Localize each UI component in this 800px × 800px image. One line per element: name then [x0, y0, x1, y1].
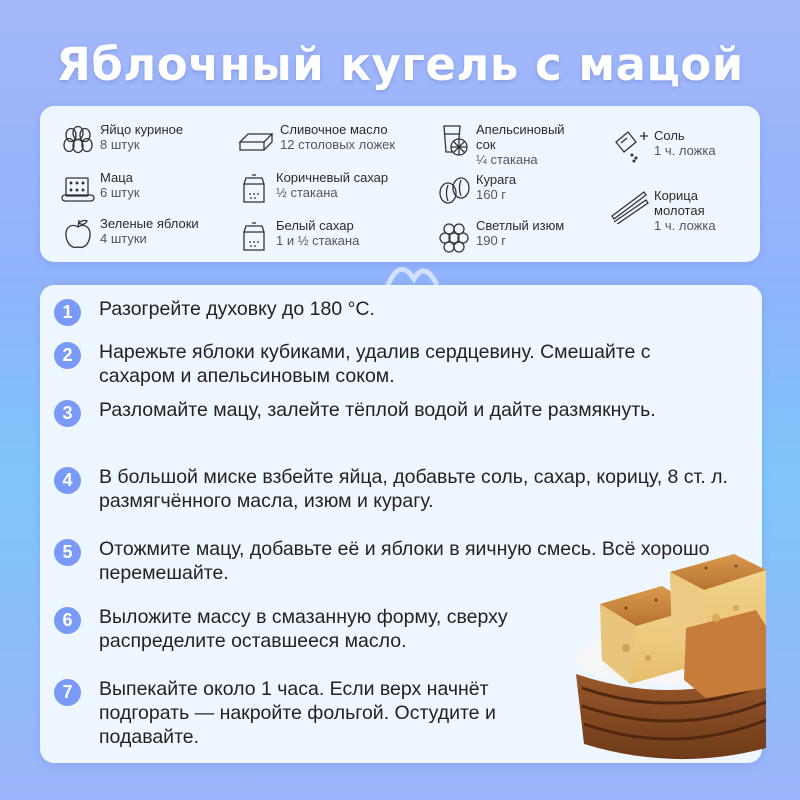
ingredient-amount: 12 столовых ложек [280, 137, 396, 152]
step-number-badge: 5 [54, 539, 81, 566]
ingredient-name: Маца [100, 170, 133, 185]
step-text: Выпекайте около 1 часа. Если верх начнёт подгорать — накройте фольгой. Остудите и подавайте. [99, 678, 496, 748]
step-number-badge: 2 [54, 342, 81, 369]
step-text: Разогрейте духовку до 180 °C. [99, 298, 375, 320]
ingredient-name: Светлый изюм [476, 218, 565, 233]
step-number-badge: 6 [54, 607, 81, 634]
sugar-bag-icon [236, 170, 272, 206]
ingredient-item [236, 170, 388, 206]
ingredient-amount: 1 и ½ стакана [276, 233, 360, 248]
step-item [54, 297, 729, 326]
ingredient-name: Зеленые яблоки [100, 216, 199, 231]
step-text: Разломайте мацу, залейте тёплой водой и дайте размякнуть. [99, 399, 656, 421]
ingredient-name: Курага [476, 172, 517, 187]
step-text: Выложите массу в смазанную форму, сверху распределите оставшееся масло. [99, 606, 508, 652]
page-title: Яблочный кугель с мацой [56, 38, 744, 91]
ingredient-name: Соль [654, 128, 685, 143]
ingredient-item [436, 218, 564, 254]
step-number-badge: 3 [54, 400, 81, 427]
ingredient-item [436, 172, 516, 208]
salt-icon [610, 128, 650, 164]
ingredient-amount: 1 ч. ложка [654, 218, 716, 233]
ingredient-item [436, 122, 586, 167]
ingredient-name: Апельсиновый сок [476, 122, 565, 152]
step-item [54, 398, 729, 427]
ingredient-amount: 160 г [476, 187, 507, 202]
dried-apricots-icon [436, 172, 472, 208]
kugel-basket-image [566, 548, 766, 768]
ingredient-amount: 8 штук [100, 137, 140, 152]
ingredients-card [40, 106, 760, 262]
step-text: Отожмите мацу, добавьте её и яблоки в яичную смесь. Всё хорошо перемешайте. [99, 538, 710, 584]
cinnamon-icon [610, 188, 650, 224]
ingredient-amount: 6 штук [100, 185, 140, 200]
ingredient-item [60, 122, 183, 158]
ingredient-name: Сливочное масло [280, 122, 388, 137]
ingredient-item [610, 128, 716, 164]
ingredient-name: Белый сахар [276, 218, 354, 233]
step-text: В большой миске взбейте яйца, добавьте соль, сахар, корицу, 8 ст. л. размягчённого масла, изюм и курагу. [99, 466, 728, 512]
ingredient-item [610, 188, 734, 233]
matzo-rolling-pin-icon [60, 170, 96, 206]
ingredient-amount: ½ стакана [276, 185, 338, 200]
ingredient-amount: 4 штуки [100, 231, 147, 246]
step-item [54, 465, 729, 513]
ingredient-item [236, 218, 359, 254]
ingredient-name: Корица молотая [654, 188, 705, 218]
raisins-icon [436, 218, 472, 254]
orange-juice-icon [436, 122, 472, 158]
sugar-bag-icon [236, 218, 272, 254]
butter-icon [236, 122, 276, 158]
ingredient-amount: ¼ стакана [476, 152, 538, 167]
eggs-icon [60, 122, 96, 158]
step-item [54, 605, 559, 653]
ingredient-name: Яйцо куриное [100, 122, 184, 137]
ingredient-item [236, 122, 395, 158]
step-number-badge: 7 [54, 679, 81, 706]
ingredient-amount: 1 ч. ложка [654, 143, 716, 158]
apple-icon [60, 216, 96, 252]
ingredient-item [60, 216, 199, 252]
step-item [54, 677, 559, 749]
step-number-badge: 1 [54, 299, 81, 326]
ingredient-item [60, 170, 140, 206]
step-number-badge: 4 [54, 467, 81, 494]
step-item [54, 340, 729, 388]
ingredient-name: Коричневый сахар [276, 170, 389, 185]
step-text: Нарежьте яблоки кубиками, удалив сердцевину. Смешайте с сахаром и апельсиновым соком. [99, 341, 651, 387]
ingredient-amount: 190 г [476, 233, 507, 248]
